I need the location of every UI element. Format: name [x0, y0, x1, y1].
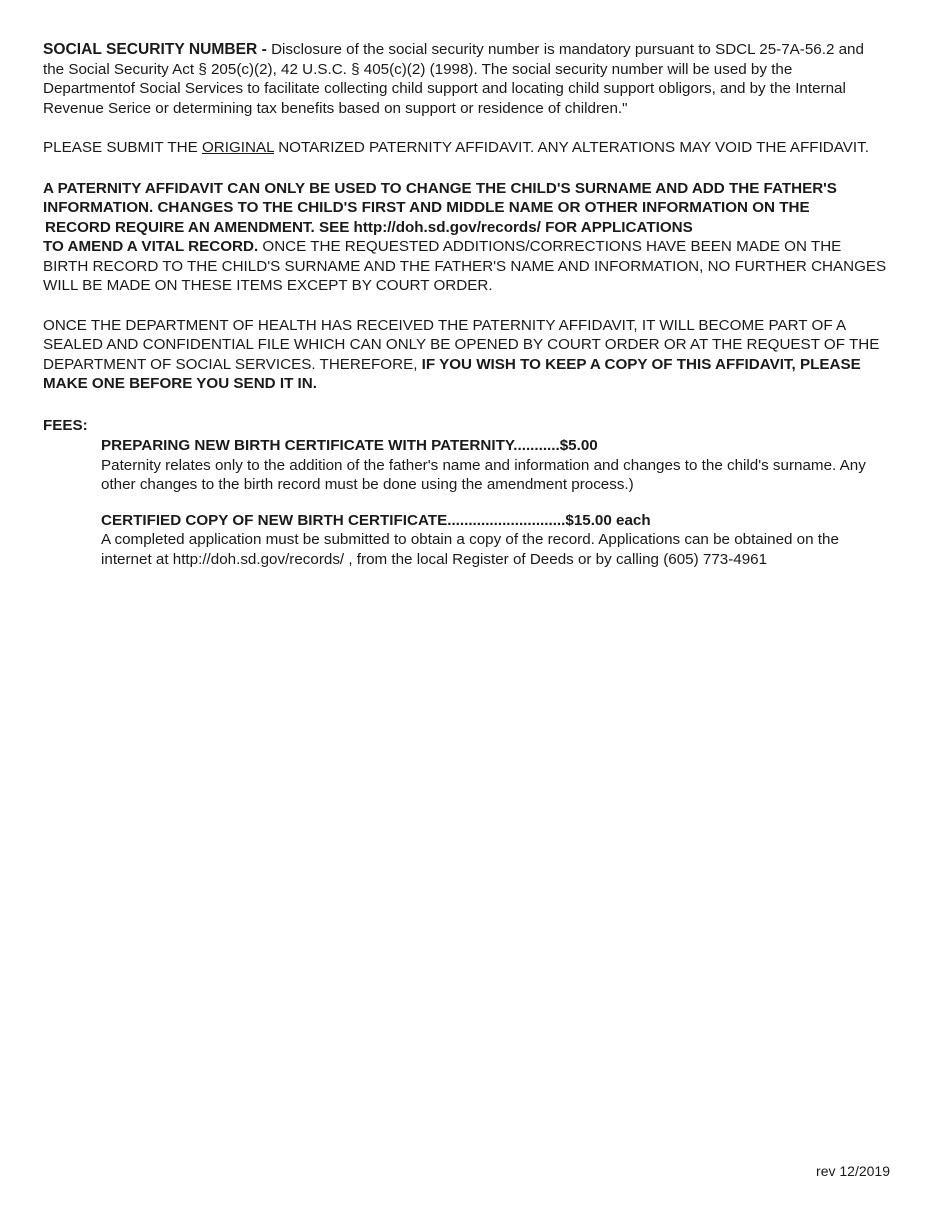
- fee-item-certified-copy: [101, 511, 888, 570]
- affidavit-bold-line3: TO AMEND A VITAL RECORD.: [43, 238, 259, 255]
- fees-heading: FEES:: [43, 416, 88, 434]
- sealed-normal-text: ONCE THE DEPARTMENT OF HEALTH HAS RECEIVED THE PATERNITY AFFIDAVIT, IT WILL BECOME PART OF A SEALED AND CONFIDENTIAL FILE WHICH CAN ONLY BE OPENED BY COURT ORDER OR AT THE REQUEST OF THE DEPARTMENT OF SOCIAL SERVICES. THEREFORE,: [43, 316, 880, 373]
- affidavit-normal-text: ONCE THE REQUESTED ADDITIONS/CORRECTIONS HAVE BEEN MADE ON THE BIRTH RECORD TO THE CHILD'S SURNAME AND THE FATHER'S NAME AND INFORMATION, NO FURTHER CHANGES WILL BE MADE ON THESE ITEMS EXCEPT BY COURT ORDER.: [43, 238, 887, 294]
- submit-text-after: NOTARIZED PATERNITY AFFIDAVIT. ANY ALTERATIONS MAY VOID THE AFFIDAVIT.: [273, 139, 869, 156]
- fee-description: A completed application must be submitted to obtain a copy of the record. Applications can be obtained on the internet at http://doh.sd.gov/records/ , from the local Register of Deeds or by calling (605) 773-4961: [101, 531, 839, 568]
- fee-item-new-certificate: [101, 436, 888, 495]
- ssn-text: Disclosure of the social security number is mandatory pursuant to SDCL 25-7A-56.2 and the Social Security Act § 205(c)(2), 42 U.S.C. § 405(c)(2) (1998). The social security number will be used by the Departmentof Social Services to facilitate collecting child support and locating child support obligors, and by the Internal Revenue Serice or determining tax benefits based on support or residence of children.": [43, 41, 864, 117]
- ssn-heading: SOCIAL SECURITY NUMBER -: [43, 41, 267, 58]
- ssn-paragraph: [43, 40, 888, 118]
- submit-original-word: ORIGINAL: [201, 139, 274, 156]
- sealed-bold-text: IF YOU WISH TO KEEP A COPY OF THIS AFFIDAVIT, PLEASE MAKE ONE BEFORE YOU SEND IT IN.: [43, 355, 861, 392]
- revision-date: rev 12/2019: [816, 1163, 890, 1179]
- fees-section: [43, 416, 888, 570]
- sealed-file-paragraph: [43, 316, 888, 394]
- document-body: [43, 40, 888, 585]
- affidavit-bold-line1: A PATERNITY AFFIDAVIT CAN ONLY BE USED TO CHANGE THE CHILD'S SURNAME AND ADD THE FATHER'S INFORMATION. CHANGES TO THE CHILD'S FIRST AND MIDDLE NAME OR OTHER INFORMATION ON THE: [43, 179, 837, 216]
- fee-description: Paternity relates only to the addition of the father's name and information and changes to the child's surname. Any other changes to the birth record must be done using the amendment process.): [101, 456, 866, 493]
- fee-title: CERTIFIED COPY OF NEW BIRTH CERTIFICATE............................$15.00 each: [101, 511, 651, 529]
- submit-text-before: PLEASE SUBMIT THE: [43, 139, 202, 156]
- fee-title: PREPARING NEW BIRTH CERTIFICATE WITH PATERNITY...........$5.00: [101, 437, 598, 454]
- affidavit-bold-line2: RECORD REQUIRE AN AMENDMENT. SEE http://doh.sd.gov/records/ FOR APPLICATIONS: [45, 218, 693, 236]
- submit-original-notice: [43, 138, 888, 158]
- affidavit-usage-paragraph: [43, 179, 888, 296]
